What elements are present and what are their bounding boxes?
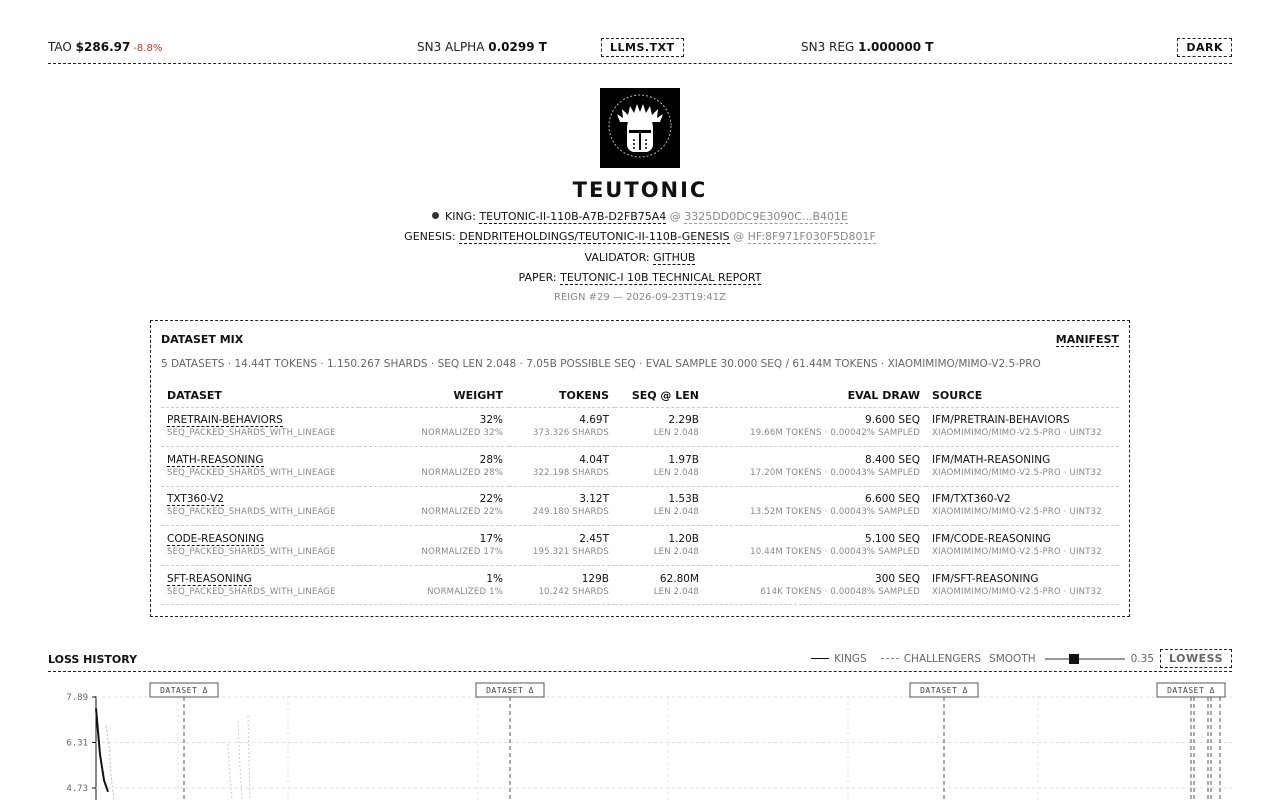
cell-weight [359, 447, 509, 487]
source-tokenizer: XIAOMIMIMO/MIMO-V2.5-PRO · UINT32 [932, 507, 1102, 518]
reign-info: REIGN #29 — 2026-09-23T19:41Z [554, 292, 726, 303]
tokens-value: 4.04T [579, 453, 609, 466]
tokens-shards: 249.180 SHARDS [532, 507, 609, 518]
source-tokenizer: XIAOMIMIMO/MIMO-V2.5-PRO · UINT32 [932, 467, 1102, 478]
dataset-kind: SEQ_PACKED_SHARDS_WITH_LINEAGE [167, 467, 336, 478]
dataset-link[interactable]: MATH-REASONING [167, 453, 264, 466]
alpha-value: 0.0299 T [488, 40, 547, 54]
page-title: TEUTONIC [572, 178, 708, 202]
weight-value: 22% [479, 493, 503, 506]
cell-seq [615, 565, 705, 605]
seq-len: LEN 2.048 [653, 507, 699, 518]
cell-eval [705, 407, 926, 447]
cell-seq [615, 407, 705, 447]
validator-link[interactable]: GITHUB [653, 251, 696, 264]
cell-dataset [161, 486, 359, 526]
king-at: @ [669, 210, 681, 223]
col-eval: EVAL DRAW [705, 385, 926, 407]
cell-weight [359, 526, 509, 566]
dataset-mix-panel [150, 320, 1130, 617]
alpha-label: SN3 ALPHA [417, 40, 485, 54]
y-tick-label: 7.89 [66, 693, 88, 703]
cell-source [926, 565, 1119, 605]
smooth-slider-track [1045, 658, 1125, 660]
loss-history-header [48, 648, 1232, 672]
eval-sample: 614K TOKENS · 0.00048% SAMPLED [760, 586, 920, 597]
seq-len: LEN 2.048 [653, 547, 699, 558]
eval-value: 6.600 SEQ [865, 493, 920, 506]
seq-len: LEN 2.048 [653, 586, 699, 597]
cell-tokens [509, 565, 615, 605]
dataset-kind: SEQ_PACKED_SHARDS_WITH_LINEAGE [167, 507, 336, 518]
smooth-slider[interactable] [1045, 654, 1125, 664]
genesis-hash-link[interactable]: HF:8F971F030F5D801F [747, 230, 876, 243]
king-hash-link[interactable]: 3325DD0DC9E3090C...B401E [684, 210, 848, 223]
dataset-change-tag-label: DATASET Δ [160, 686, 208, 695]
weight-value: 32% [479, 414, 503, 427]
genesis-label: GENESIS: [404, 230, 456, 243]
legend-challengers[interactable]: CHALLENGERS [903, 652, 982, 665]
dataset-table [161, 385, 1119, 605]
source-value: IFM/CODE-REASONING [932, 533, 1051, 546]
cell-eval [705, 565, 926, 605]
cell-eval [705, 447, 926, 487]
cell-eval [705, 486, 926, 526]
cell-tokens [509, 486, 615, 526]
tao-price [48, 40, 162, 54]
loss-history-title: LOSS HISTORY [48, 653, 138, 666]
dark-mode-button[interactable]: DARK [1177, 38, 1232, 57]
weight-value: 1% [486, 572, 503, 585]
kings-line [96, 708, 108, 792]
tao-label: TAO [48, 40, 72, 54]
genesis-at: @ [733, 230, 745, 243]
source-tokenizer: XIAOMIMIMO/MIMO-V2.5-PRO · UINT32 [932, 428, 1102, 439]
smooth-label: SMOOTH [989, 652, 1036, 665]
eval-value: 5.100 SEQ [865, 533, 920, 546]
eval-sample: 19.66M TOKENS · 0.00042% SAMPLED [750, 428, 920, 439]
seq-value: 1.97B [668, 453, 699, 466]
weight-normalized: NORMALIZED 1% [427, 586, 503, 597]
dataset-link[interactable]: SFT-REASONING [167, 572, 252, 585]
llms-txt-button[interactable]: LLMS.TXT [601, 38, 684, 57]
lowess-button[interactable]: LOWESS [1160, 649, 1232, 668]
smooth-slider-handle[interactable] [1069, 654, 1079, 664]
cell-source [926, 526, 1119, 566]
table-row [161, 565, 1119, 605]
col-tokens: TOKENS [509, 385, 615, 407]
cell-source [926, 407, 1119, 447]
source-value: IFM/PRETRAIN-BEHAVIORS [932, 414, 1070, 427]
loss-controls [811, 649, 1232, 668]
cell-seq [615, 526, 705, 566]
reg-price [801, 40, 933, 54]
seq-value: 62.80M [659, 572, 699, 585]
table-row [161, 447, 1119, 487]
challengers-legend-line-icon [881, 658, 899, 659]
seq-len: LEN 2.048 [653, 428, 699, 439]
tokens-value: 129B [581, 572, 609, 585]
eval-sample: 10.44M TOKENS · 0.00043% SAMPLED [750, 547, 920, 558]
table-row [161, 486, 1119, 526]
cell-weight [359, 486, 509, 526]
cell-weight [359, 407, 509, 447]
loss-chart-svg [48, 676, 1232, 800]
tokens-shards: 195.321 SHARDS [532, 547, 609, 558]
col-dataset: DATASET [161, 385, 359, 407]
cell-eval [705, 526, 926, 566]
tokens-value: 2.45T [579, 533, 609, 546]
validator-line [0, 251, 1280, 264]
status-dot-icon [432, 212, 439, 219]
reg-label: SN3 REG [801, 40, 855, 54]
dataset-change-tag-label: DATASET Δ [920, 686, 968, 695]
dataset-change-tag-label: DATASET Δ [486, 686, 534, 695]
knight-helmet-logo [600, 88, 680, 168]
tao-change: -8.8% [133, 43, 163, 54]
y-tick-label: 4.73 [66, 784, 88, 794]
cell-seq [615, 486, 705, 526]
weight-value: 28% [479, 453, 503, 466]
dataset-change-tag-label: DATASET Δ [1167, 686, 1215, 695]
source-tokenizer: XIAOMIMIMO/MIMO-V2.5-PRO · UINT32 [932, 586, 1102, 597]
cell-dataset [161, 447, 359, 487]
dataset-kind: SEQ_PACKED_SHARDS_WITH_LINEAGE [167, 428, 336, 439]
eval-sample: 17.20M TOKENS · 0.00043% SAMPLED [750, 467, 920, 478]
seq-value: 1.53B [668, 493, 699, 506]
king-link[interactable]: TEUTONIC-II-110B-A7B-D2FB75A4 [479, 210, 667, 223]
tao-value: $286.97 [75, 40, 131, 54]
alpha-price [417, 40, 547, 54]
weight-normalized: NORMALIZED 22% [421, 507, 503, 518]
kings-legend-line-icon [811, 658, 829, 659]
source-value: IFM/SFT-REASONING [932, 572, 1039, 585]
paper-line [0, 271, 1280, 284]
validator-label: VALIDATOR: [584, 251, 650, 264]
cell-dataset [161, 526, 359, 566]
dataset-kind: SEQ_PACKED_SHARDS_WITH_LINEAGE [167, 547, 336, 558]
weight-normalized: NORMALIZED 28% [421, 467, 503, 478]
dataset-mix-title: DATASET MIX [161, 333, 244, 346]
cell-weight [359, 565, 509, 605]
king-label: KING: [445, 210, 476, 223]
challenger-line [228, 744, 232, 800]
top-bar [48, 36, 1232, 64]
col-source: SOURCE [926, 385, 1119, 407]
seq-value: 1.20B [668, 533, 699, 546]
col-seq: SEQ @ LEN [615, 385, 705, 407]
tokens-shards: 322.198 SHARDS [532, 467, 609, 478]
source-tokenizer: XIAOMIMIMO/MIMO-V2.5-PRO · UINT32 [932, 547, 1102, 558]
tokens-value: 4.69T [579, 414, 609, 427]
loss-chart [48, 676, 1232, 800]
tokens-value: 3.12T [579, 493, 609, 506]
cell-source [926, 486, 1119, 526]
dataset-summary: 5 DATASETS · 14.44T TOKENS · 1.150.267 SHARDS · SEQ LEN 2.048 · 7.05B POSSIBLE SEQ · EVAL SAMPLE 30.000 SEQ / 61.44M TOKENS · XIAOMIMIMO/MIMO-V2.5-PRO [161, 358, 1041, 370]
table-header-row [161, 385, 1119, 407]
source-value: IFM/TXT360-V2 [932, 493, 1011, 506]
weight-normalized: NORMALIZED 17% [421, 547, 503, 558]
y-tick-label: 6.31 [66, 738, 88, 749]
dataset-kind: SEQ_PACKED_SHARDS_WITH_LINEAGE [167, 586, 336, 597]
table-row [161, 526, 1119, 566]
cell-seq [615, 447, 705, 487]
cell-tokens [509, 526, 615, 566]
legend-kings[interactable]: KINGS [834, 652, 867, 665]
dataset-link[interactable]: PRETRAIN-BEHAVIORS [167, 414, 283, 427]
dataset-link[interactable]: TXT360-V2 [167, 493, 224, 506]
table-row [161, 407, 1119, 447]
tokens-shards: 10.242 SHARDS [538, 586, 609, 597]
genesis-line [0, 230, 1280, 243]
cell-tokens [509, 447, 615, 487]
source-value: IFM/MATH-REASONING [932, 453, 1051, 466]
col-weight: WEIGHT [359, 385, 509, 407]
cell-dataset [161, 407, 359, 447]
weight-value: 17% [479, 533, 503, 546]
dataset-link[interactable]: CODE-REASONING [167, 533, 265, 546]
weight-normalized: NORMALIZED 32% [421, 428, 503, 439]
smooth-value: 0.35 [1130, 652, 1155, 665]
paper-label: PAPER: [518, 271, 557, 284]
reg-value: 1.000000 T [858, 40, 934, 54]
cell-source [926, 447, 1119, 487]
eval-value: 9.600 SEQ [865, 414, 920, 427]
tokens-shards: 373.326 SHARDS [532, 428, 609, 439]
cell-tokens [509, 407, 615, 447]
eval-value: 8.400 SEQ [865, 453, 920, 466]
genesis-link[interactable]: DENDRITEHOLDINGS/TEUTONIC-II-110B-GENESIS [459, 230, 730, 243]
challenger-line [248, 716, 250, 800]
manifest-link[interactable]: MANIFEST [1055, 333, 1119, 346]
cell-dataset [161, 565, 359, 605]
eval-value: 300 SEQ [875, 572, 920, 585]
seq-value: 2.29B [668, 414, 699, 427]
seq-len: LEN 2.048 [653, 467, 699, 478]
eval-sample: 13.52M TOKENS · 0.00043% SAMPLED [750, 507, 920, 518]
paper-link[interactable]: TEUTONIC-I 10B TECHNICAL REPORT [560, 271, 762, 284]
king-line [0, 210, 1280, 223]
